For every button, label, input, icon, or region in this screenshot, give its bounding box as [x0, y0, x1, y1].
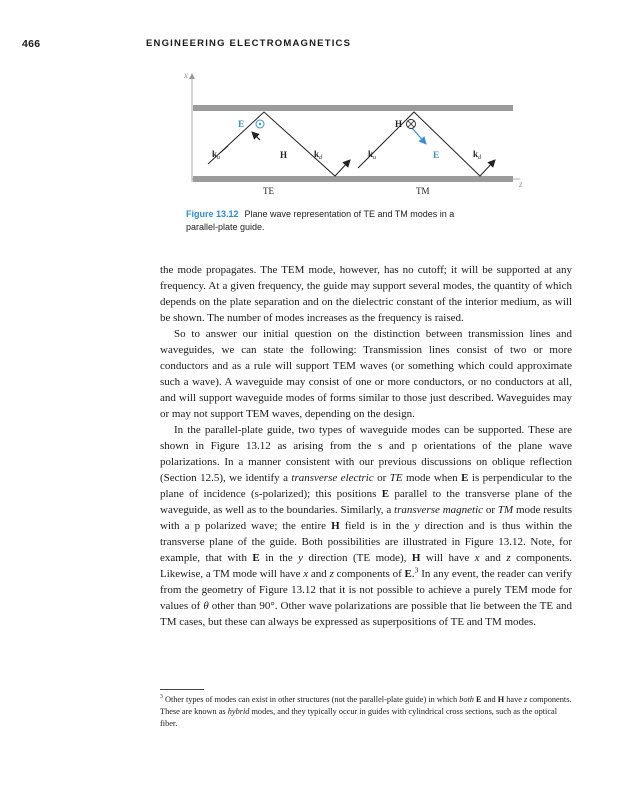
- tm-h-label: H: [395, 119, 403, 129]
- page-header: [0, 38, 627, 52]
- tm-ray-path: [358, 112, 495, 176]
- caption-text-line2: parallel-plate guide.: [186, 222, 265, 232]
- footnote: $^3$ Other types of modes can exist in other structures (not the parallel-plate guide) in which both E and H have z components. These are known as hybrid modes, and they typically occur in guides with cylindrical cross sections, such as the optical fiber.: [160, 694, 572, 728]
- caption-figure-number: Figure 13.12: [186, 209, 239, 219]
- paragraph-2: So to answer our initial question on the distinction between transmission lines and waveguides, we can state the following: Transmission lines consist of two or more conductors and as a rule will support TEM waves (or something which could approximate such a wave). A waveguide may consist of one or more conductors, or no conductors at all, and will support waveguide modes of forms similar to those just described. Waveguides may or may not support TEM waves, depending on the design.: [160, 328, 572, 420]
- waveguide-diagram: [160, 64, 540, 204]
- caption-text-line1: Plane wave representation of TE and TM modes in a: [244, 209, 455, 219]
- body-text: [160, 262, 572, 630]
- top-plate: [193, 105, 513, 111]
- te-e-dot: [259, 123, 261, 125]
- te-ray-path: [208, 112, 350, 176]
- x-axis-label: x: [184, 70, 188, 80]
- tm-mode-label: TM: [416, 186, 430, 196]
- running-head: ENGINEERING ELECTROMAGNETICS: [146, 38, 352, 49]
- tm-ku-label: $k_u$: [368, 149, 377, 161]
- bottom-plate: [193, 176, 513, 182]
- tm-e-arrow: [412, 128, 426, 144]
- te-kd-label: $k_d$: [314, 149, 323, 161]
- te-e-label: E: [238, 120, 245, 130]
- te-mode-label: TE: [263, 186, 274, 196]
- paragraph-3: In the parallel-plate guide, two types of waveguide modes can be supported. These are shown in Figure 13.12 as arising from the s and p orientations of the plane wave polarizations. In a manner consistent with our previous discussions on oblique reflection (Section 12.5), we identify a transverse electric or TE mode when E is perpendicular to the plane of incidence (s-polarized); this positions E parallel to the transverse plane of the waveguide, as well as to the boundaries. Similarly, a transverse magnetic or TM mode results with a p polarized wave; the entire H field is in the y direction and is thus within the transverse plane of the guide. Both possibilities are illustrated in Figure 13.12. Note, for example, that with E in the y direction (TE mode), H will have x and z components. Likewise, a TM mode will have x and z components of E.$^3$ In any event, the reader can verify from the geometry of Figure 13.12 that it is not possible to achieve a purely TEM mode for values of θ other than 90°. Other wave polarizations are possible that lie between the TE and TM cases, but these can always be expressed as superpositions of TE and TM modes.: [160, 424, 573, 628]
- te-ku-label: $k_u$: [212, 149, 221, 161]
- tm-kd-label: $k_d$: [473, 149, 482, 161]
- te-h-arrow: [252, 132, 260, 140]
- figure-caption: [186, 208, 526, 234]
- page-number: 466: [22, 38, 41, 50]
- footnote-rule: [160, 689, 204, 690]
- te-h-label: H: [280, 150, 288, 160]
- z-axis-label: z: [519, 179, 523, 189]
- footnote-ref: 3: [414, 565, 419, 575]
- paragraph-1: the mode propagates. The TEM mode, however, has no cutoff; it will be supported at any frequency. At a given frequency, the guide may support several modes, the quantity of which depends on the plate separation and on the dielectric constant of the interior medium, as will be shown. The number of modes increases as the frequency is raised.: [160, 264, 572, 324]
- tm-e-label: E: [433, 151, 440, 161]
- te-wave-front: [220, 146, 228, 153]
- figure-13-12: [160, 64, 540, 204]
